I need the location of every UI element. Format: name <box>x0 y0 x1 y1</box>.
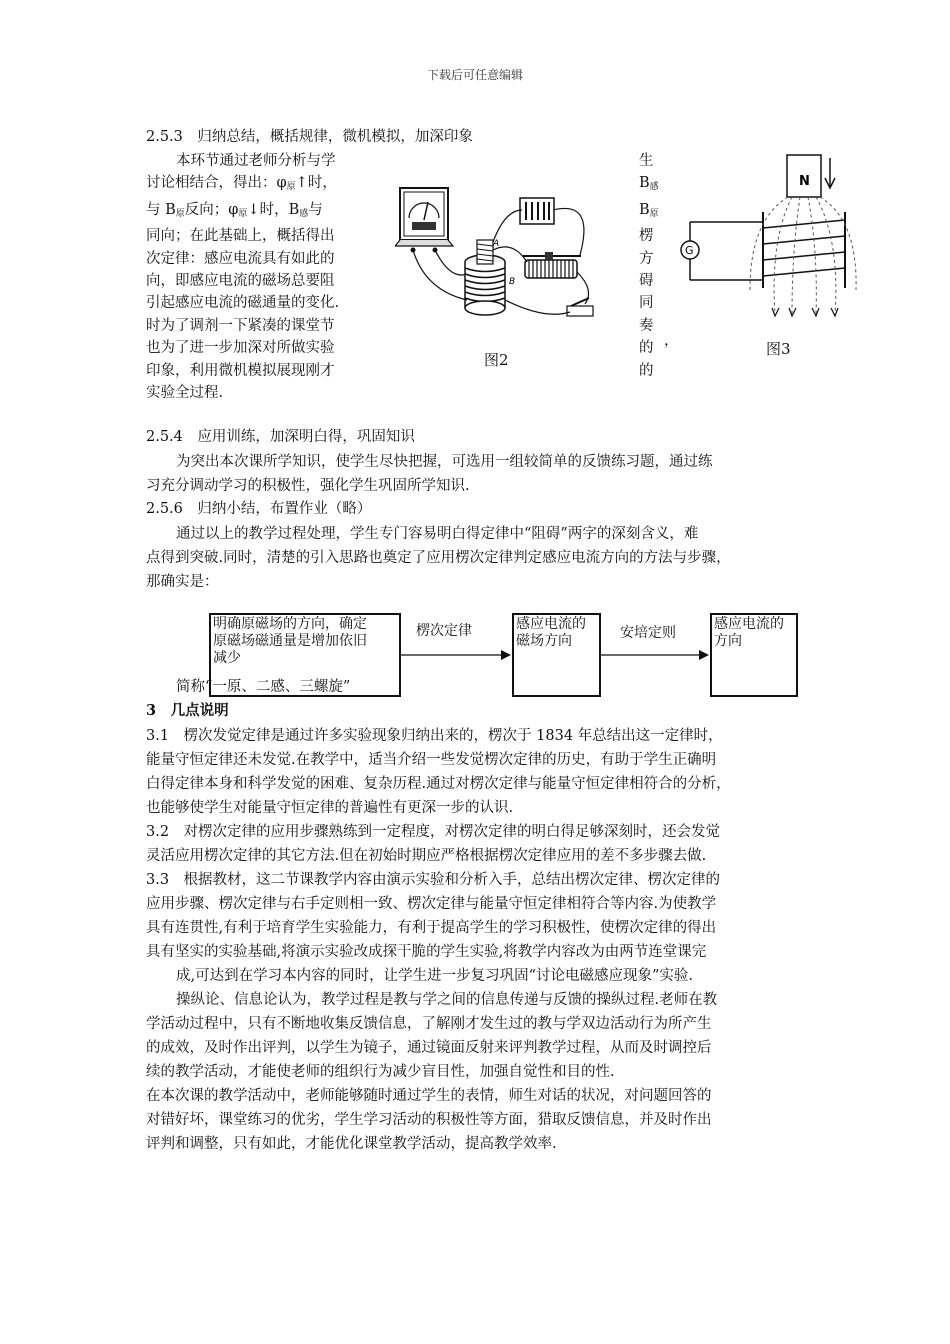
coil-icon <box>465 240 505 315</box>
section-heading-2-5-6: 2.5.6 归纳小结，布置作业（略） <box>146 501 372 517</box>
flow-box-line: 明确原磁场的方向，确定 <box>213 616 367 632</box>
text-line: 也为了进一步加深对所做实验 <box>146 340 335 357</box>
flow-box-induced-field <box>512 613 601 697</box>
col-line: $B_原$ <box>639 201 659 219</box>
text-line: 与 $B_原$反向；$\varphi_原↓$时，$B_感$与 <box>146 201 323 219</box>
paragraph-control-theory <box>146 988 717 1084</box>
flow-box-line: 感应电流的 <box>714 616 784 632</box>
flow-arrow-label-lenz: 楞次定律 <box>416 623 472 639</box>
text-line: 引起感应电流的磁通量的变化. <box>146 295 340 312</box>
page-header: 下载后可任意编辑 <box>426 68 523 82</box>
figure-3-caption: 图3 <box>766 340 791 358</box>
text-line: 同向；在此基础上，概括得出 <box>146 228 335 245</box>
text-line: 讨论相结合，得出：$\varphi_原↑$时， <box>146 175 337 193</box>
label-g: G <box>685 244 694 257</box>
section-heading-2-5-3: 2.5.3 归纳总结，概括规律，微机模拟，加深印象 <box>146 129 473 145</box>
col-line: 楞 <box>639 228 654 245</box>
paragraph-feedback <box>146 1084 712 1156</box>
col-line: 碍 <box>639 273 654 290</box>
text-line: 时为了调剂一下紧凑的课堂节 <box>146 317 335 334</box>
text-line: 为突出本次课所学知识，使学生尽快把握，可选用一组较简单的反馈练习题，通过练 <box>176 454 713 470</box>
col-line: 的 <box>639 362 654 379</box>
flow-box-line: 方向 <box>714 633 742 649</box>
column-comma: ， <box>664 333 679 349</box>
flow-box-line: 原磁场磁通量是增加依旧 <box>213 633 367 649</box>
text-line: 具有连贯性,有利于培育学生实验能力，有利于提高学生的学习积极性，使楞次定律的得出 <box>146 920 717 936</box>
text-line: 灵活应用楞次定律的其它方法.但在初始时期应严格根据楞次定律应用的差不多步骤去做. <box>146 848 707 864</box>
text-line: 具有坚实的实验基础,将演示实验改成探干脆的学生实验,将教学内容改为由两节连堂课完 <box>146 944 707 960</box>
text-line: 能量守恒定律还未发觉.在教学中，适当介绍一些发觉楞次定律的历史，有助于学生正确明 <box>146 752 717 768</box>
label-n: N <box>799 174 810 189</box>
section-2-5-3-text <box>146 150 339 404</box>
rheostat-icon <box>523 252 581 278</box>
text-line: 的成效，及时作出评判，以学生为镜子，通过镜面反射来评判教学过程，从而及时调控后 <box>146 1040 712 1056</box>
flow-box-line: 减少 <box>213 650 241 666</box>
figure-2-caption: 图2 <box>484 351 509 369</box>
text-line: 实验全过程. <box>146 385 224 402</box>
text-line: 点得到突破.同时，清楚的引入思路也奠定了应用楞次定律判定感应电流方向的方法与步骤， <box>146 550 731 566</box>
col-line: 方 <box>639 250 654 267</box>
col-line: $B_感$ <box>639 175 659 193</box>
text-line: 学活动过程中，只有不断地收集反馈信息，了解刚才发生过的教与学双边活动行为所产生 <box>146 1016 712 1032</box>
flow-box-induced-current <box>710 613 798 697</box>
text-line: 操纵论、信息论认为，教学过程是教与学之间的信息传递与反馈的操纵过程.老师在教 <box>176 992 718 1008</box>
text-line: 本环节通过老师分析与学 <box>176 153 336 169</box>
section-2-5-4-text <box>146 450 713 498</box>
paragraph-3-3 <box>146 868 720 988</box>
text-line: 白得定律本身和科学发觉的困难、复杂历程.通过对楞次定律与能量守恒定律相符合的分析， <box>146 776 731 792</box>
text-line: 3.1 楞次发觉定律是通过许多实验现象归纳出来的，楞次于 1834 年总结出这一定律时， <box>146 728 723 744</box>
flow-arrow-2 <box>601 648 711 662</box>
switch-icon <box>567 298 593 316</box>
col-line: 生 <box>639 153 654 169</box>
text-line: 在本次课的教学活动中，老师能够随时通过学生的表情，师生对话的状况，对问题回答的 <box>146 1088 712 1104</box>
flow-summary: 简称“一原、二感、三螺旋” <box>176 679 351 695</box>
text-line: 对错好坏，课堂练习的优劣，学生学习活动的积极性等方面，猎取反馈信息，并及时作出 <box>146 1112 712 1128</box>
text-line: 也能够使学生对能量守恒定律的普遍性有更深一步的认识. <box>146 800 514 816</box>
section-heading-3: 3 几点说明 <box>146 702 229 719</box>
text-line: 应用步骤、楞次定律与右手定则相一致、楞次定律与能量守恒定律相符合等内容.为使教学 <box>146 896 717 912</box>
label-b: B <box>509 277 516 287</box>
text-line: 向，即感应电流的磁场总要阻 <box>146 273 335 290</box>
flow-arrow-1 <box>401 648 513 662</box>
col-line: 的 <box>639 340 654 357</box>
section-heading-2-5-4: 2.5.4 应用训练，加深明白得，巩固知识 <box>146 429 415 445</box>
text-line: 成,可达到在学习本内容的同时，让学生进一步复习巩固“讨论电磁感应现象”实验. <box>176 968 694 984</box>
text-line: 评判和调整，只有如此，才能优化课堂教学活动，提高教学效率. <box>146 1136 557 1152</box>
label-a: A <box>493 239 500 249</box>
section-2-5-6-text <box>146 522 731 594</box>
figure-3-magnet-diagram <box>680 150 860 325</box>
col-line: 同 <box>639 295 654 312</box>
text-line: 次定律：感应电流具有如此的 <box>146 250 335 267</box>
text-line: 通过以上的教学过程处理，学生专门容易明白得定律中“阻碍”两字的深刻含义，难 <box>176 526 699 542</box>
battery-icon <box>520 198 554 224</box>
text-line: 印象，利用微机模拟展现刚才 <box>146 362 335 379</box>
flow-arrow-label-ampere: 安培定则 <box>620 625 676 641</box>
narrow-column-text <box>639 150 659 382</box>
flow-box-line: 磁场方向 <box>516 633 572 649</box>
paragraph-3-1 <box>146 724 731 820</box>
col-line: 奏 <box>639 317 654 334</box>
text-line: 续的教学活动，才能使老师的组织行为减少盲目性，加强自觉性和目的性. <box>146 1064 615 1080</box>
figure-2-apparatus <box>395 180 605 340</box>
text-line: 那确实是： <box>146 574 219 590</box>
flow-box-line: 感应电流的 <box>516 616 586 632</box>
text-line: 习充分调动学习的积极性，强化学生巩固所学知识. <box>146 478 470 494</box>
text-line: 3.3 根据教材，这二节课教学内容由演示实验和分析入手，总结出楞次定律、楞次定律的 <box>146 872 721 888</box>
galvanometer-icon <box>395 188 453 253</box>
text-line: 3.2 对楞次定律的应用步骤熟练到一定程度，对楞次定律的明白得足够深刻时，还会发觉 <box>146 824 721 840</box>
paragraph-3-2 <box>146 820 720 868</box>
